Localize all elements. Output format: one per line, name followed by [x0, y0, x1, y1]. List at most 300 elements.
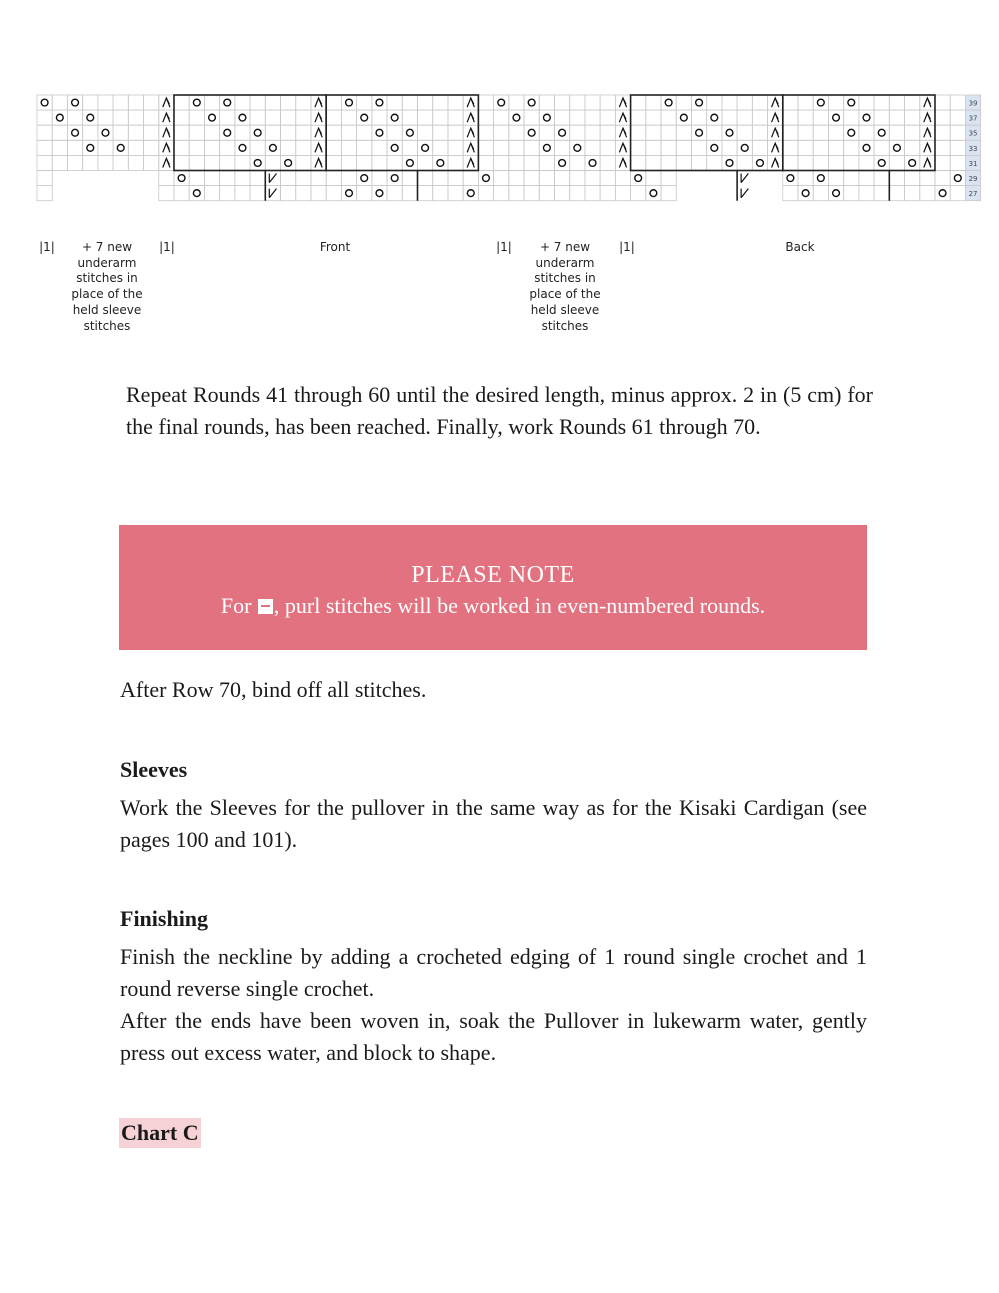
chart-cell: [204, 125, 219, 140]
yarn-over-icon: [270, 144, 277, 151]
chart-cell: [889, 125, 904, 140]
yarn-over-icon: [665, 99, 672, 106]
chart-cell: [889, 95, 904, 110]
chart-cell: [905, 186, 920, 201]
chart-cell: [524, 186, 539, 201]
yarn-over-icon: [72, 129, 79, 136]
note-text-after: , purl stitches will be worked in even-numbered rounds.: [273, 593, 766, 618]
chart-cell: [204, 155, 219, 170]
yarn-over-icon: [193, 99, 200, 106]
yarn-over-icon: [41, 99, 48, 106]
yarn-over-icon: [954, 175, 961, 182]
round-number: 37: [968, 114, 978, 123]
chart-cell: [844, 95, 859, 110]
chart-cell: [844, 155, 859, 170]
chart-cell: [889, 155, 904, 170]
chart-cell: [859, 186, 874, 201]
chart-cell: [204, 186, 219, 201]
chart-cell: [950, 140, 965, 155]
chart-cell: [357, 140, 372, 155]
chart-cell: [844, 171, 859, 186]
double-decrease-icon: [315, 113, 322, 122]
yarn-over-icon: [863, 114, 870, 121]
chart-cell: [828, 125, 843, 140]
note-title: PLEASE NOTE: [411, 562, 575, 588]
yarn-over-icon: [696, 129, 703, 136]
double-decrease-icon: [772, 128, 779, 137]
chart-cell: [752, 95, 767, 110]
yarn-over-icon: [528, 129, 535, 136]
yarn-over-icon: [498, 99, 505, 106]
chart-cell: [691, 110, 706, 125]
yarn-over-icon: [559, 160, 566, 167]
chart-cell: [813, 186, 828, 201]
chart-cell: [387, 186, 402, 201]
chart-cell: [311, 186, 326, 201]
double-decrease-icon: [772, 143, 779, 152]
double-decrease-icon: [924, 158, 931, 167]
chart-cell: [874, 155, 889, 170]
chart-cell: [707, 125, 722, 140]
chart-cell: [372, 125, 387, 140]
chart-cell: [798, 95, 813, 110]
chart-cell: [478, 171, 493, 186]
chart-cell: [52, 155, 67, 170]
chart-cell: [174, 125, 189, 140]
chart-cell: [859, 140, 874, 155]
yarn-over-icon: [833, 114, 840, 121]
chart-cell: [281, 171, 296, 186]
chart-cell: [433, 186, 448, 201]
chart-cell: [98, 140, 113, 155]
chart-cell: [844, 140, 859, 155]
chart-cell: [889, 186, 904, 201]
chart-cell: [204, 140, 219, 155]
chart-cell: [600, 140, 615, 155]
chart-cell: [265, 140, 280, 155]
chart-cell: [37, 186, 52, 201]
chart-cell: [585, 95, 600, 110]
chart-cell: [372, 140, 387, 155]
chart-cell: [783, 95, 798, 110]
chart-cell: [189, 155, 204, 170]
yarn-over-icon: [878, 160, 885, 167]
chart-cell: [37, 155, 52, 170]
yarn-over-icon: [437, 160, 444, 167]
double-decrease-icon: [619, 128, 626, 137]
chart-cell: [281, 110, 296, 125]
yarn-over-icon: [757, 160, 764, 167]
chart-cell: [676, 155, 691, 170]
chart-cell: [524, 140, 539, 155]
yarn-over-icon: [178, 175, 185, 182]
chart-cell: [631, 171, 646, 186]
chart-cell: [691, 140, 706, 155]
double-decrease-icon: [619, 143, 626, 152]
chart-cell: [691, 95, 706, 110]
chart-cell: [204, 110, 219, 125]
chart-cell: [250, 171, 265, 186]
chart-cell: [631, 125, 646, 140]
chart-cell: [691, 155, 706, 170]
chart-cell: [631, 186, 646, 201]
chart-cell: [935, 171, 950, 186]
double-decrease-icon: [467, 128, 474, 137]
yarn-over-icon: [711, 114, 718, 121]
chart-cell: [83, 140, 98, 155]
chart-cell: [722, 110, 737, 125]
yarn-over-icon: [102, 129, 109, 136]
chart-cell: [478, 186, 493, 201]
double-decrease-icon: [772, 113, 779, 122]
yarn-over-icon: [224, 129, 231, 136]
chart-cell: [935, 140, 950, 155]
yarn-over-icon: [589, 160, 596, 167]
chart-cell: [539, 171, 554, 186]
decrease-icon: [741, 174, 748, 183]
yarn-over-icon: [711, 144, 718, 151]
yarn-over-icon: [361, 175, 368, 182]
chart-cell: [433, 95, 448, 110]
chart-cell: [311, 171, 326, 186]
chart-cell: [691, 125, 706, 140]
chart-cell: [448, 110, 463, 125]
chart-cell: [539, 140, 554, 155]
yarn-over-icon: [391, 114, 398, 121]
double-decrease-icon: [163, 158, 170, 167]
yarn-over-icon: [346, 190, 353, 197]
chart-cell: [570, 186, 585, 201]
yarn-over-icon: [513, 114, 520, 121]
yarn-over-icon: [894, 144, 901, 151]
yarn-over-icon: [543, 144, 550, 151]
chart-cell: [950, 186, 965, 201]
chart-cell: [935, 186, 950, 201]
chart-cell: [357, 95, 372, 110]
chart-cell: [83, 125, 98, 140]
yarn-over-icon: [376, 99, 383, 106]
chart-cell: [600, 110, 615, 125]
chart-cell: [98, 125, 113, 140]
chart-cell: [752, 155, 767, 170]
repeat-marker-2: |1|: [159, 240, 175, 254]
chart-cell: [905, 95, 920, 110]
yarn-over-icon: [726, 129, 733, 136]
chart-cell: [570, 125, 585, 140]
chart-cell: [144, 110, 159, 125]
chart-cell: [509, 125, 524, 140]
yarn-over-icon: [239, 114, 246, 121]
chart-cell: [600, 95, 615, 110]
yarn-over-icon: [741, 144, 748, 151]
chart-cell: [539, 95, 554, 110]
chart-cell: [281, 125, 296, 140]
chart-cell: [494, 140, 509, 155]
chart-cell: [402, 186, 417, 201]
chart-cell: [418, 110, 433, 125]
chart-cell: [418, 155, 433, 170]
chart-cell: [463, 186, 478, 201]
chart-cell: [478, 95, 493, 110]
yarn-over-icon: [848, 129, 855, 136]
yarn-over-icon: [87, 114, 94, 121]
chart-cell: [67, 95, 82, 110]
chart-cell: [128, 95, 143, 110]
chart-cell: [737, 95, 752, 110]
yarn-over-icon: [209, 114, 216, 121]
chart-cell: [494, 125, 509, 140]
chart-cell: [509, 171, 524, 186]
chart-cell: [615, 186, 630, 201]
chart-cell: [326, 171, 341, 186]
chart-cell: [372, 95, 387, 110]
yarn-over-icon: [193, 190, 200, 197]
chart-cell: [494, 186, 509, 201]
yarn-over-icon: [650, 190, 657, 197]
chart-cell: [539, 155, 554, 170]
chart-cell: [448, 171, 463, 186]
double-decrease-icon: [772, 158, 779, 167]
chart-cell: [783, 171, 798, 186]
chart-cell: [204, 95, 219, 110]
double-decrease-icon: [467, 158, 474, 167]
chart-cell: [539, 125, 554, 140]
yarn-over-icon: [224, 99, 231, 106]
chart-cell: [828, 171, 843, 186]
chart-cell: [950, 95, 965, 110]
chart-cell: [265, 95, 280, 110]
chart-cell: [539, 186, 554, 201]
chart-cell: [326, 155, 341, 170]
chart-cell: [372, 186, 387, 201]
chart-cell: [418, 171, 433, 186]
chart-cell: [144, 95, 159, 110]
chart-cell: [235, 171, 250, 186]
chart-cell: [433, 140, 448, 155]
yarn-over-icon: [391, 144, 398, 151]
chart-cell: [874, 110, 889, 125]
chart-cell: [707, 140, 722, 155]
chart-cell: [600, 125, 615, 140]
chart-cell: [189, 140, 204, 155]
chart-cell: [950, 125, 965, 140]
chart-cell: [828, 140, 843, 155]
chart-cell: [128, 110, 143, 125]
yarn-over-icon: [346, 99, 353, 106]
chart-cell: [341, 110, 356, 125]
chart-cell: [935, 155, 950, 170]
chart-cell: [204, 171, 219, 186]
double-decrease-icon: [467, 143, 474, 152]
chart-cell: [402, 110, 417, 125]
chart-cell: [737, 110, 752, 125]
chart-cell: [37, 110, 52, 125]
chart-cell: [631, 95, 646, 110]
chart-cell: [874, 171, 889, 186]
chart-cell: [159, 171, 174, 186]
yarn-over-icon: [863, 144, 870, 151]
chart-cell: [813, 110, 828, 125]
chart-cell: [402, 125, 417, 140]
chart-cell: [281, 95, 296, 110]
yarn-over-icon: [87, 144, 94, 151]
chart-cell: [235, 140, 250, 155]
chart-cell: [661, 186, 676, 201]
chart-cell: [874, 140, 889, 155]
chart-cell: [387, 140, 402, 155]
chart-cell: [813, 95, 828, 110]
chart-cell: [341, 186, 356, 201]
chart-cell: [326, 125, 341, 140]
chart-cell: [448, 155, 463, 170]
chart-cell: [509, 186, 524, 201]
chart-cell: [950, 155, 965, 170]
purl-symbol-icon: [258, 599, 273, 614]
round-number: 39: [968, 99, 978, 108]
chart-cell: [52, 110, 67, 125]
round-number: 27: [968, 190, 978, 199]
chart-cell: [509, 95, 524, 110]
yarn-over-icon: [406, 160, 413, 167]
chart-cell: [478, 140, 493, 155]
chart-cell: [67, 155, 82, 170]
chart-cell: [570, 171, 585, 186]
chart-cell: [144, 155, 159, 170]
chart-cell: [402, 140, 417, 155]
chart-cell: [478, 110, 493, 125]
note-text-before: For: [220, 593, 252, 618]
chart-cell: [615, 171, 630, 186]
yarn-over-icon: [361, 114, 368, 121]
chart-cell: [144, 125, 159, 140]
chart-cell: [950, 110, 965, 125]
chart-cell: [752, 125, 767, 140]
chart-cell: [281, 140, 296, 155]
chart-cell: [798, 140, 813, 155]
chart-cell: [661, 140, 676, 155]
chart-cell: [631, 140, 646, 155]
chart-cell: [235, 186, 250, 201]
yarn-over-icon: [56, 114, 63, 121]
chart-cell: [859, 125, 874, 140]
chart-cell: [494, 110, 509, 125]
chart-cell: [52, 140, 67, 155]
chart-cell: [418, 140, 433, 155]
chart-cell: [889, 140, 904, 155]
chart-c-heading: Chart C: [119, 1118, 201, 1148]
chart-cell: [265, 125, 280, 140]
yarn-over-icon: [376, 129, 383, 136]
chart-cell: [235, 110, 250, 125]
double-decrease-icon: [163, 98, 170, 107]
chart-cell: [509, 140, 524, 155]
chart-cell: [296, 171, 311, 186]
chart-cell: [554, 186, 569, 201]
underarm-label-1: + 7 new underarm stitches in place of the held sleeve stitches: [71, 240, 143, 333]
double-decrease-icon: [315, 158, 322, 167]
chart-cell: [631, 110, 646, 125]
chart-cell: [631, 155, 646, 170]
chart-cell: [83, 95, 98, 110]
chart-cell: [189, 95, 204, 110]
chart-cell: [494, 95, 509, 110]
chart-cell: [570, 140, 585, 155]
yarn-over-icon: [285, 160, 292, 167]
note-text: [119, 593, 867, 619]
chart-cell: [296, 140, 311, 155]
decrease-icon: [741, 189, 748, 198]
chart-cell: [874, 95, 889, 110]
chart-cell: [783, 186, 798, 201]
chart-cell: [189, 186, 204, 201]
chart-cell: [737, 155, 752, 170]
chart-cell: [37, 140, 52, 155]
chart-cell: [220, 110, 235, 125]
chart-cell: [646, 125, 661, 140]
chart-cell: [296, 125, 311, 140]
double-decrease-icon: [924, 128, 931, 137]
chart-cell: [341, 155, 356, 170]
chart-cell: [798, 110, 813, 125]
chart-cell: [296, 110, 311, 125]
repeat-marker-4: |1|: [619, 240, 635, 254]
chart-cell: [813, 125, 828, 140]
chart-cell: [463, 171, 478, 186]
round-number: 31: [968, 159, 978, 168]
chart-cell: [357, 155, 372, 170]
knitting-chart: [0, 0, 999, 215]
chart-cell: [174, 140, 189, 155]
chart-cell: [859, 110, 874, 125]
chart-cell: [798, 155, 813, 170]
chart-cell: [646, 140, 661, 155]
chart-cell: [570, 95, 585, 110]
double-decrease-icon: [924, 113, 931, 122]
yarn-over-icon: [467, 190, 474, 197]
chart-cell: [813, 171, 828, 186]
chart-cell: [478, 125, 493, 140]
chart-cell: [646, 95, 661, 110]
chart-cell: [387, 155, 402, 170]
chart-cell: [357, 186, 372, 201]
yarn-over-icon: [72, 99, 79, 106]
double-decrease-icon: [315, 143, 322, 152]
chart-cell: [52, 95, 67, 110]
double-decrease-icon: [772, 98, 779, 107]
chart-cell: [494, 155, 509, 170]
chart-cell: [220, 140, 235, 155]
chart-cell: [341, 171, 356, 186]
chart-cell: [402, 155, 417, 170]
chart-cell: [387, 125, 402, 140]
chart-cell: [37, 95, 52, 110]
chart-cell: [387, 110, 402, 125]
chart-cell: [935, 110, 950, 125]
chart-cell: [296, 186, 311, 201]
please-note-box: [119, 525, 867, 650]
chart-cell: [859, 171, 874, 186]
chart-cell: [828, 186, 843, 201]
yarn-over-icon: [239, 144, 246, 151]
chart-cell: [326, 110, 341, 125]
chart-cell: [448, 125, 463, 140]
chart-cell: [235, 125, 250, 140]
yarn-over-icon: [406, 129, 413, 136]
chart-cell: [798, 125, 813, 140]
double-decrease-icon: [315, 128, 322, 137]
chart-cell: [37, 171, 52, 186]
chart-cell: [83, 110, 98, 125]
